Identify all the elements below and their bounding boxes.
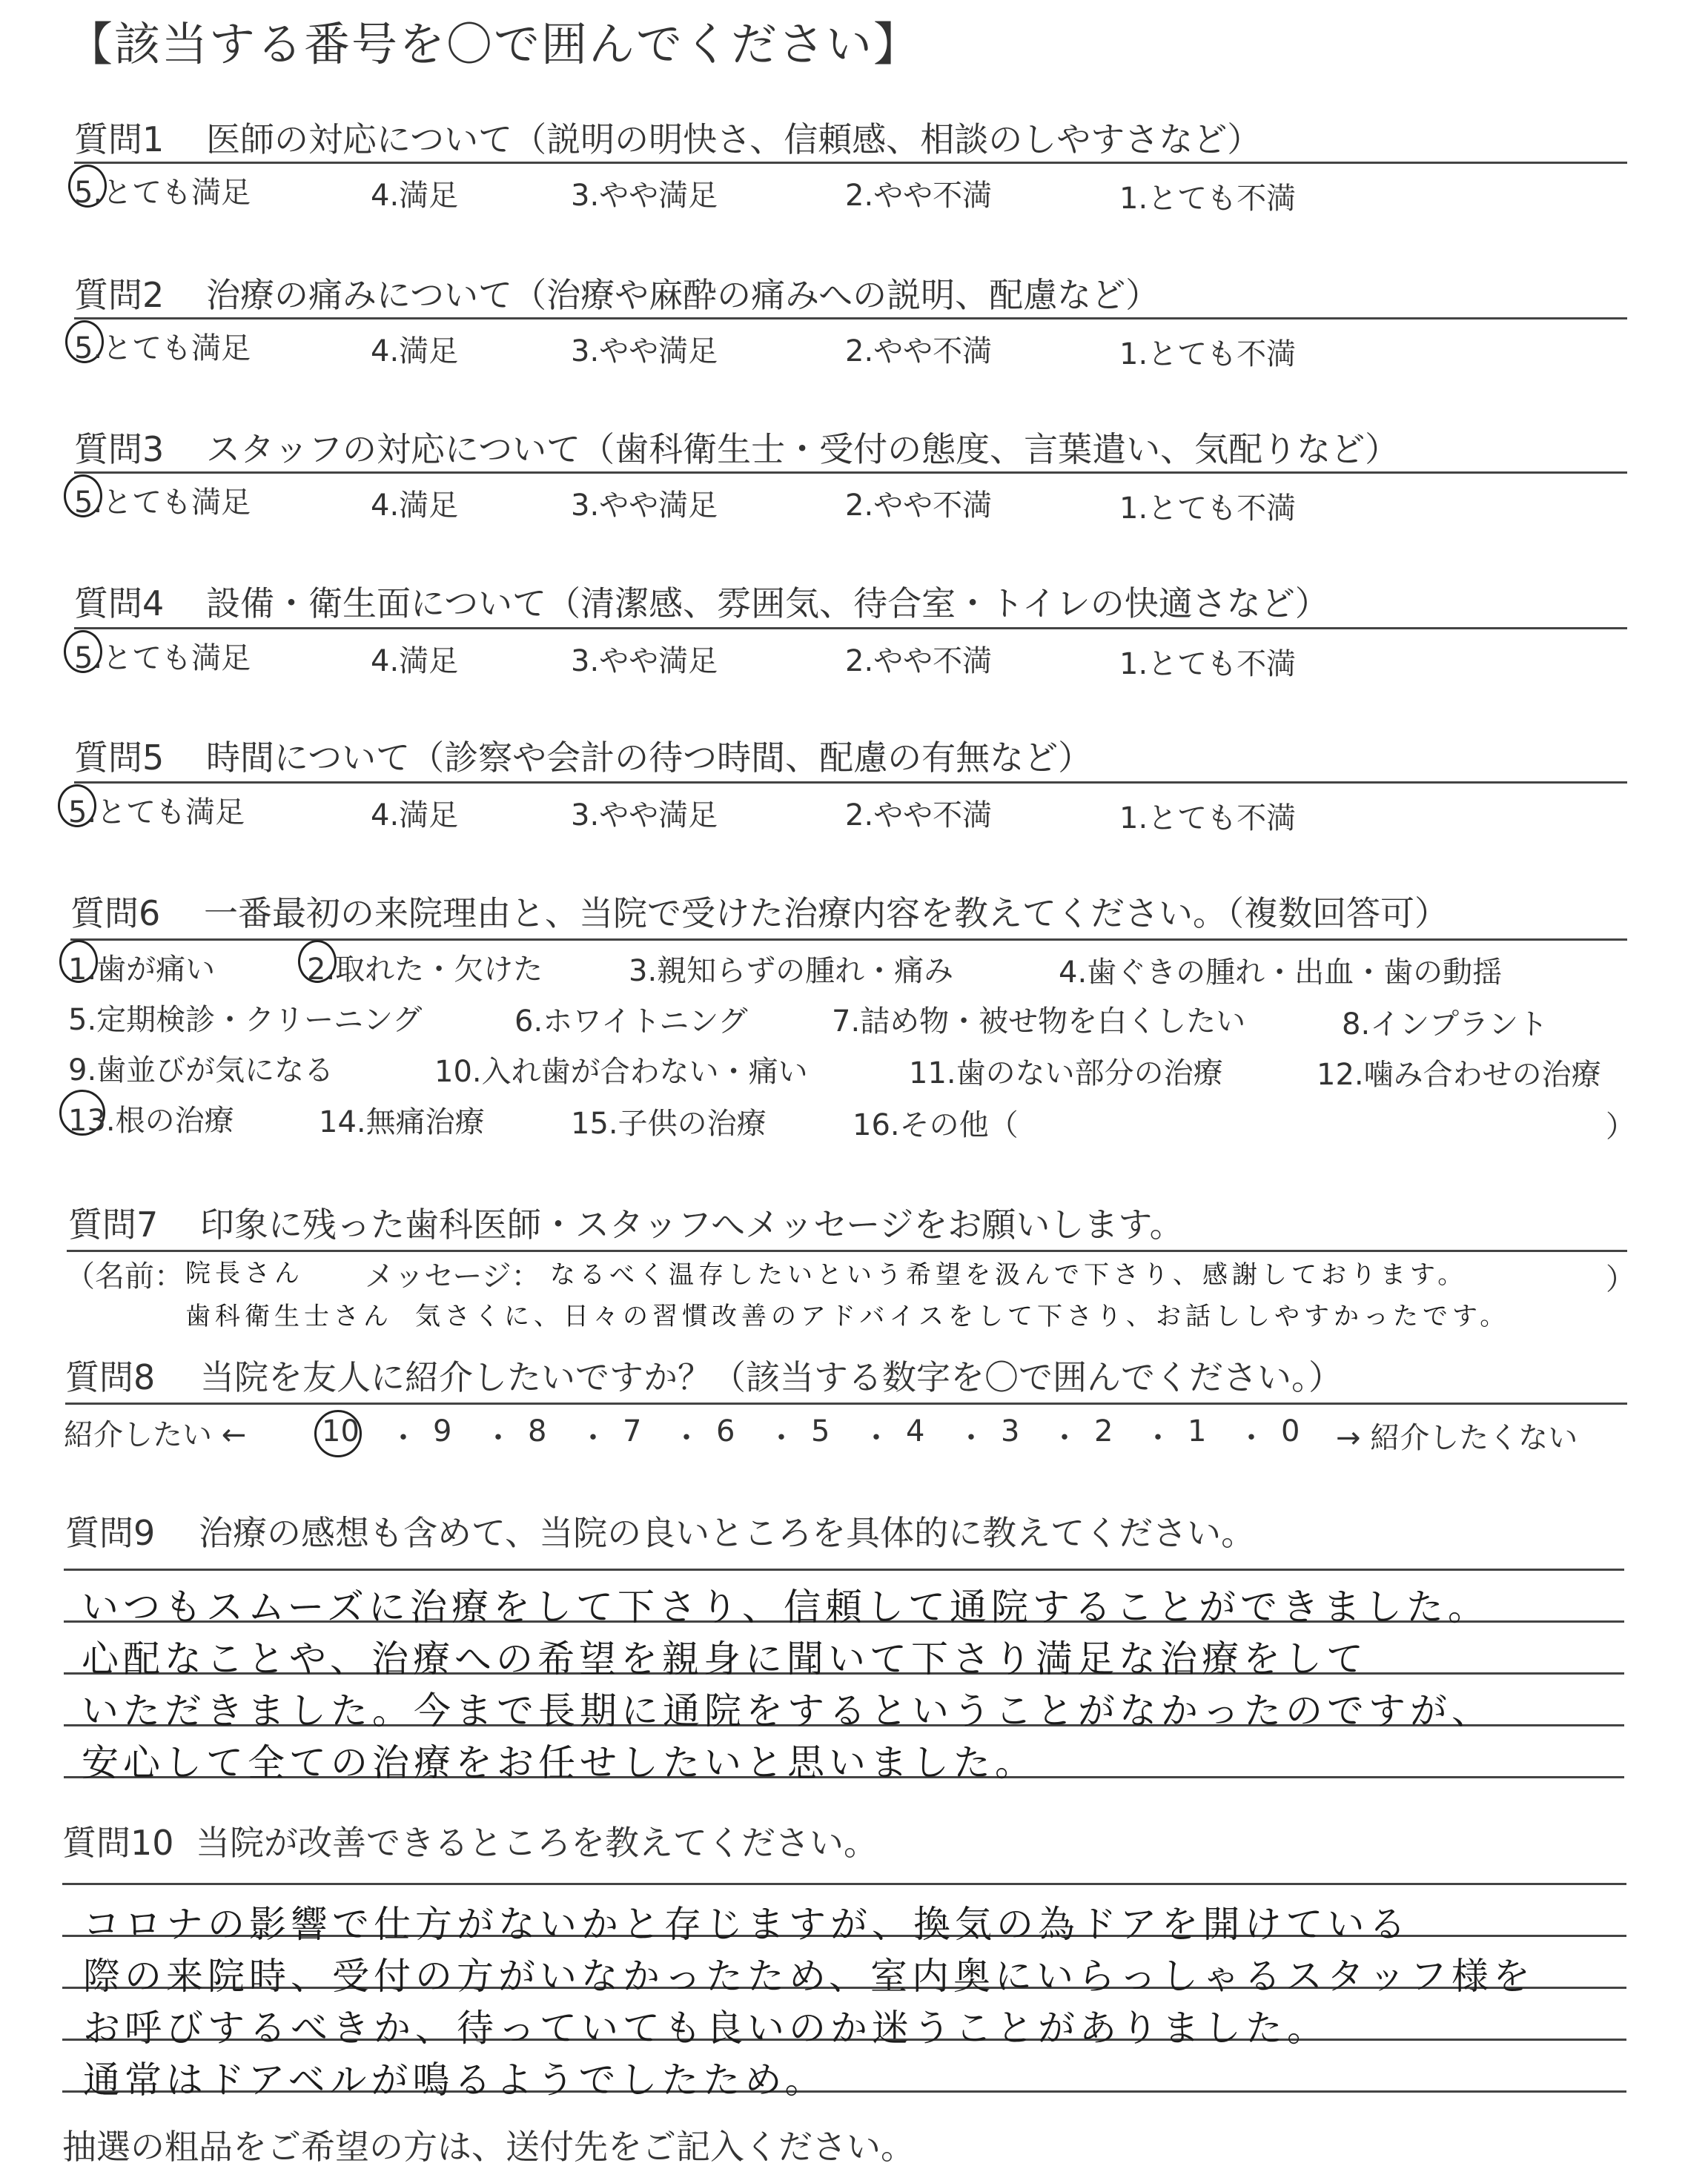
staff-name-2[interactable]: 歯科衛生士さん (185, 1302, 393, 1331)
divider-line (67, 1250, 1627, 1252)
score-2[interactable]: 2 (1094, 1414, 1113, 1448)
question-text: 医師の対応について（説明の明快さ、信頼感、相談のしやすさなど） (206, 119, 1262, 159)
scale-dot: ・ (767, 1421, 796, 1455)
name-label: （名前： (65, 1259, 184, 1294)
question-text: 治療の感想も含めて、当院の良いところを具体的に教えてください。 (199, 1513, 1256, 1553)
q6-option-16[interactable]: 16.その他（ (853, 1108, 1019, 1142)
form-instruction: 【該当する番号を〇で囲んでください】 (67, 17, 921, 71)
option-2[interactable]: 2.やや不満 (845, 334, 993, 368)
message-label: メッセージ： (365, 1259, 541, 1294)
score-1[interactable]: 1 (1188, 1414, 1207, 1448)
q6-option-10[interactable]: 10.入れ歯が合わない・痛い (434, 1055, 808, 1089)
question-label: 質問5 (74, 738, 165, 778)
answer-line (62, 1883, 1626, 1885)
divider-line (74, 162, 1627, 164)
score-4[interactable]: 4 (906, 1414, 925, 1448)
question-text: 当院を友人に紹介したいですか？（該当する数字を〇で囲んでください。） (200, 1357, 1343, 1397)
q6-option-9[interactable]: 9.歯並びが気になる (68, 1053, 334, 1087)
q6-option-6[interactable]: 6.ホワイトニング (514, 1004, 748, 1039)
question-label: 質問2 (74, 275, 165, 315)
option-1[interactable]: 1.とても不満 (1119, 337, 1297, 371)
answer-line-text[interactable]: 際の来院時、受付の方がいなかったため、室内奥にいらっしゃるスタッフ様を (83, 1955, 1535, 1998)
option-1[interactable]: 1.とても不満 (1119, 491, 1297, 526)
q6-option-7[interactable]: 7.詰め物・被せ物を白くしたい (832, 1004, 1246, 1039)
score-3[interactable]: 3 (1001, 1414, 1020, 1448)
option-3[interactable]: 3.やや満足 (571, 798, 718, 832)
q6-option-14[interactable]: 14.無痛治療 (319, 1105, 485, 1139)
option-5[interactable]: 5.とても満足 (74, 486, 251, 520)
scale-dot: ・ (578, 1421, 608, 1455)
scale-dot: ・ (956, 1421, 986, 1455)
staff-message-2[interactable]: 気さくに、日々の習慣改善のアドバイスをして下さり、お話ししやすかったです。 (415, 1302, 1510, 1331)
question-label: 質問3 (74, 429, 165, 469)
q6-option-8[interactable]: 8.インプラント (1342, 1007, 1549, 1042)
divider-line (74, 781, 1627, 784)
question-label: 質問8 (65, 1357, 156, 1397)
scale-dot: ・ (1237, 1421, 1266, 1455)
option-1[interactable]: 1.とても不満 (1119, 647, 1297, 681)
option-5[interactable]: 5.とても満足 (74, 331, 251, 365)
q6-option-11[interactable]: 11.歯のない部分の治療 (909, 1056, 1223, 1090)
score-7[interactable]: 7 (623, 1414, 642, 1448)
score-0[interactable]: 0 (1281, 1414, 1300, 1448)
scale-dot: ・ (1143, 1421, 1173, 1455)
scale-dot: ・ (1050, 1421, 1079, 1455)
option-5[interactable]: 5.とても満足 (74, 176, 251, 210)
option-4[interactable]: 4.満足 (371, 644, 459, 678)
q6-option-4[interactable]: 4.歯ぐきの腫れ・出血・歯の動揺 (1059, 956, 1503, 990)
answer-line-text[interactable]: お呼びするべきか、待っていても良いのか迷うことがありました。 (83, 2007, 1328, 2050)
option-4[interactable]: 4.満足 (371, 798, 459, 832)
question-text: 印象に残った歯科医師・スタッフへメッセージをお願いします。 (200, 1205, 1184, 1245)
option-5[interactable]: 5.とても満足 (68, 795, 245, 829)
answer-line-text[interactable]: コロナの影響で仕方がないかと存じますが、換気の為ドアを開けている (83, 1903, 1411, 1946)
question-text: 一番最初の来院理由と、当院で受けた治療内容を教えてください。（複数回答可） (204, 893, 1449, 933)
q6-option-3[interactable]: 3.親知らずの腫れ・痛み (629, 954, 954, 988)
question-label: 質問4 (74, 583, 165, 623)
staff-name-1[interactable]: 院長さん (185, 1259, 304, 1288)
q6-option-1[interactable]: 1.歯が痛い (68, 953, 216, 987)
answer-line-text[interactable]: 安心して全ての治療をお任せしたいと思いました。 (82, 1741, 1036, 1784)
divider-line (74, 317, 1627, 319)
recommend-right-label: → 紹介したくない (1336, 1421, 1578, 1455)
answer-line-text[interactable]: 心配なことや、治療への希望を親身に聞いて下さり満足な治療をして (82, 1637, 1368, 1680)
footer-note: 抽選の粗品をご希望の方は、送付先をご記入ください。 (62, 2127, 915, 2167)
option-3[interactable]: 3.やや満足 (571, 489, 718, 523)
question-label: 質問1 (74, 119, 165, 159)
answer-line-text[interactable]: いつもスムーズに治療をして下さり、信頼して通院することができました。 (82, 1586, 1489, 1629)
score-10[interactable]: 10 (322, 1414, 360, 1448)
q6-option-2[interactable]: 2.取れた・欠けた (307, 953, 543, 987)
scale-dot: ・ (388, 1421, 418, 1455)
q6-option-12[interactable]: 12.噛み合わせの治療 (1317, 1058, 1601, 1092)
option-3[interactable]: 3.やや満足 (571, 179, 718, 213)
option-2[interactable]: 2.やや不満 (845, 798, 993, 832)
answer-line-text[interactable]: いただきました。今まで長期に通院をするということがなかったのですが、 (82, 1689, 1493, 1732)
close-paren: ） (1606, 1262, 1635, 1297)
option-1[interactable]: 1.とても不満 (1119, 182, 1297, 216)
q6-close-paren: ） (1606, 1110, 1635, 1144)
divider-line (74, 627, 1627, 629)
question-text: 当院が改善できるところを教えてください。 (196, 1823, 878, 1863)
question-label: 質問10 (62, 1823, 174, 1863)
q6-option-13[interactable]: 13.根の治療 (68, 1104, 234, 1138)
divider-line (65, 1403, 1627, 1405)
staff-message-1[interactable]: なるべく温存したいという希望を汲んで下さり、感謝しております。 (550, 1260, 1468, 1290)
score-8[interactable]: 8 (528, 1414, 547, 1448)
option-2[interactable]: 2.やや不満 (845, 489, 993, 523)
q6-option-5[interactable]: 5.定期検診・クリーニング (68, 1003, 423, 1037)
question-text: 治療の痛みについて（治療や麻酔の痛みへの説明、配慮など） (206, 275, 1160, 315)
score-5[interactable]: 5 (811, 1414, 830, 1448)
question-text: スタッフの対応について（歯科衛生士・受付の態度、言葉遣い、気配りなど） (206, 429, 1400, 469)
option-3[interactable]: 3.やや満足 (571, 644, 718, 678)
answer-line (64, 1569, 1624, 1571)
recommend-left-label: 紹介したい ← (64, 1418, 247, 1452)
divider-line (70, 938, 1627, 941)
question-text: 設備・衛生面について（清潔感、雰囲気、待合室・トイレの快適さなど） (206, 583, 1329, 623)
question-label: 質問7 (68, 1205, 159, 1245)
q6-option-15[interactable]: 15.子供の治療 (571, 1107, 767, 1141)
question-label: 質問6 (70, 893, 161, 933)
score-6[interactable]: 6 (716, 1414, 735, 1448)
question-label: 質問9 (65, 1513, 156, 1553)
divider-line (74, 471, 1627, 474)
option-2[interactable]: 2.やや不満 (845, 179, 993, 213)
scale-dot: ・ (483, 1421, 513, 1455)
option-5[interactable]: 5.とても満足 (74, 641, 251, 675)
answer-line-text[interactable]: 通常はドアベルが鳴るようでしたため。 (83, 2059, 827, 2102)
score-9[interactable]: 9 (433, 1414, 452, 1448)
option-1[interactable]: 1.とても不満 (1119, 801, 1297, 835)
option-4[interactable]: 4.満足 (371, 489, 459, 523)
option-4[interactable]: 4.満足 (371, 179, 459, 213)
scale-dot: ・ (672, 1421, 701, 1455)
option-2[interactable]: 2.やや不満 (845, 644, 993, 678)
question-text: 時間について（診察や会計の待つ時間、配慮の有無など） (206, 738, 1093, 778)
option-3[interactable]: 3.やや満足 (571, 334, 718, 368)
scale-dot: ・ (861, 1421, 891, 1455)
option-4[interactable]: 4.満足 (371, 334, 459, 368)
